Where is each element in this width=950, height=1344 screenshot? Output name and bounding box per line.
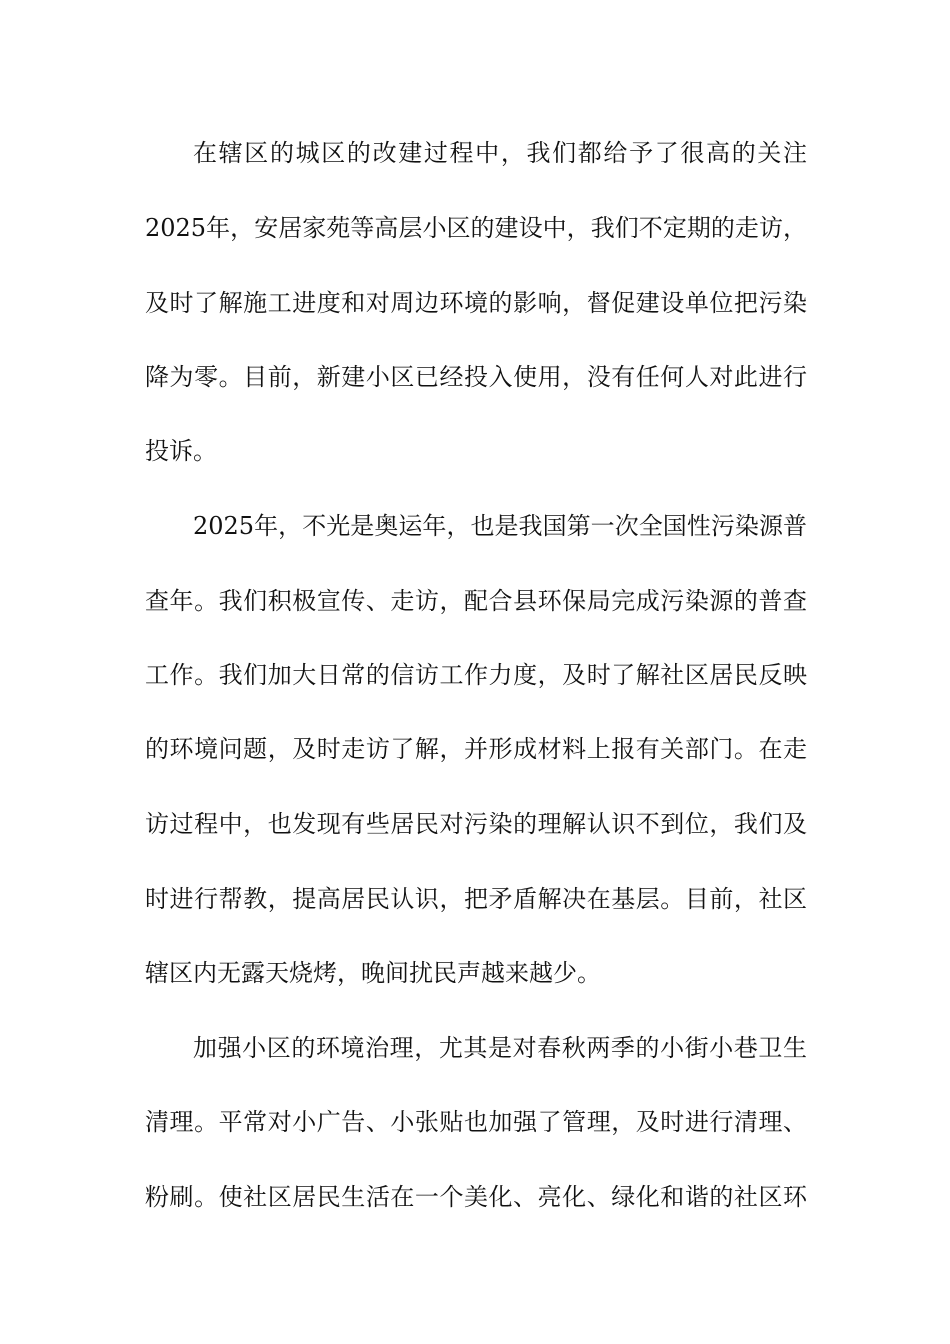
paragraph-2-line-1: 2025年，不光是奥运年，也是我国第一次全国性污染源普 bbox=[193, 512, 807, 540]
paragraph-1-line-1: 在辖区的城区的改建过程中，我们都给予了很高的关注 bbox=[193, 139, 807, 167]
paragraph-1-line-5: 投诉。 bbox=[145, 437, 217, 465]
paragraph-2-line-6: 时进行帮教，提高居民认识，把矛盾解决在基层。目前，社区 bbox=[145, 885, 807, 913]
paragraph-3-line-3: 粉刷。使社区居民生活在一个美化、亮化、绿化和谐的社区环 bbox=[145, 1183, 807, 1211]
paragraph-1-line-4: 降为零。目前，新建小区已经投入使用，没有任何人对此进行 bbox=[145, 363, 807, 391]
paragraph-1-line-3: 及时了解施工进度和对周边环境的影响，督促建设单位把污染 bbox=[145, 289, 807, 317]
paragraph-2-line-4: 的环境问题，及时走访了解，并形成材料上报有关部门。在走 bbox=[145, 735, 807, 763]
paragraph-2-line-2: 查年。我们积极宣传、走访，配合县环保局完成污染源的普查 bbox=[145, 587, 807, 615]
paragraph-3-line-2: 清理。平常对小广告、小张贴也加强了管理，及时进行清理、 bbox=[145, 1108, 807, 1136]
paragraph-2-line-3: 工作。我们加大日常的信访工作力度，及时了解社区居民反映 bbox=[145, 661, 807, 689]
paragraph-3-line-1: 加强小区的环境治理，尤其是对春秋两季的小街小巷卫生 bbox=[193, 1034, 807, 1062]
paragraph-1-line-2: 2025年，安居家苑等高层小区的建设中，我们不定期的走访， bbox=[145, 214, 807, 242]
paragraph-2-line-5: 访过程中，也发现有些居民对污染的理解认识不到位，我们及 bbox=[145, 810, 807, 838]
paragraph-2-line-7: 辖区内无露天烧烤，晚间扰民声越来越少。 bbox=[145, 959, 601, 987]
